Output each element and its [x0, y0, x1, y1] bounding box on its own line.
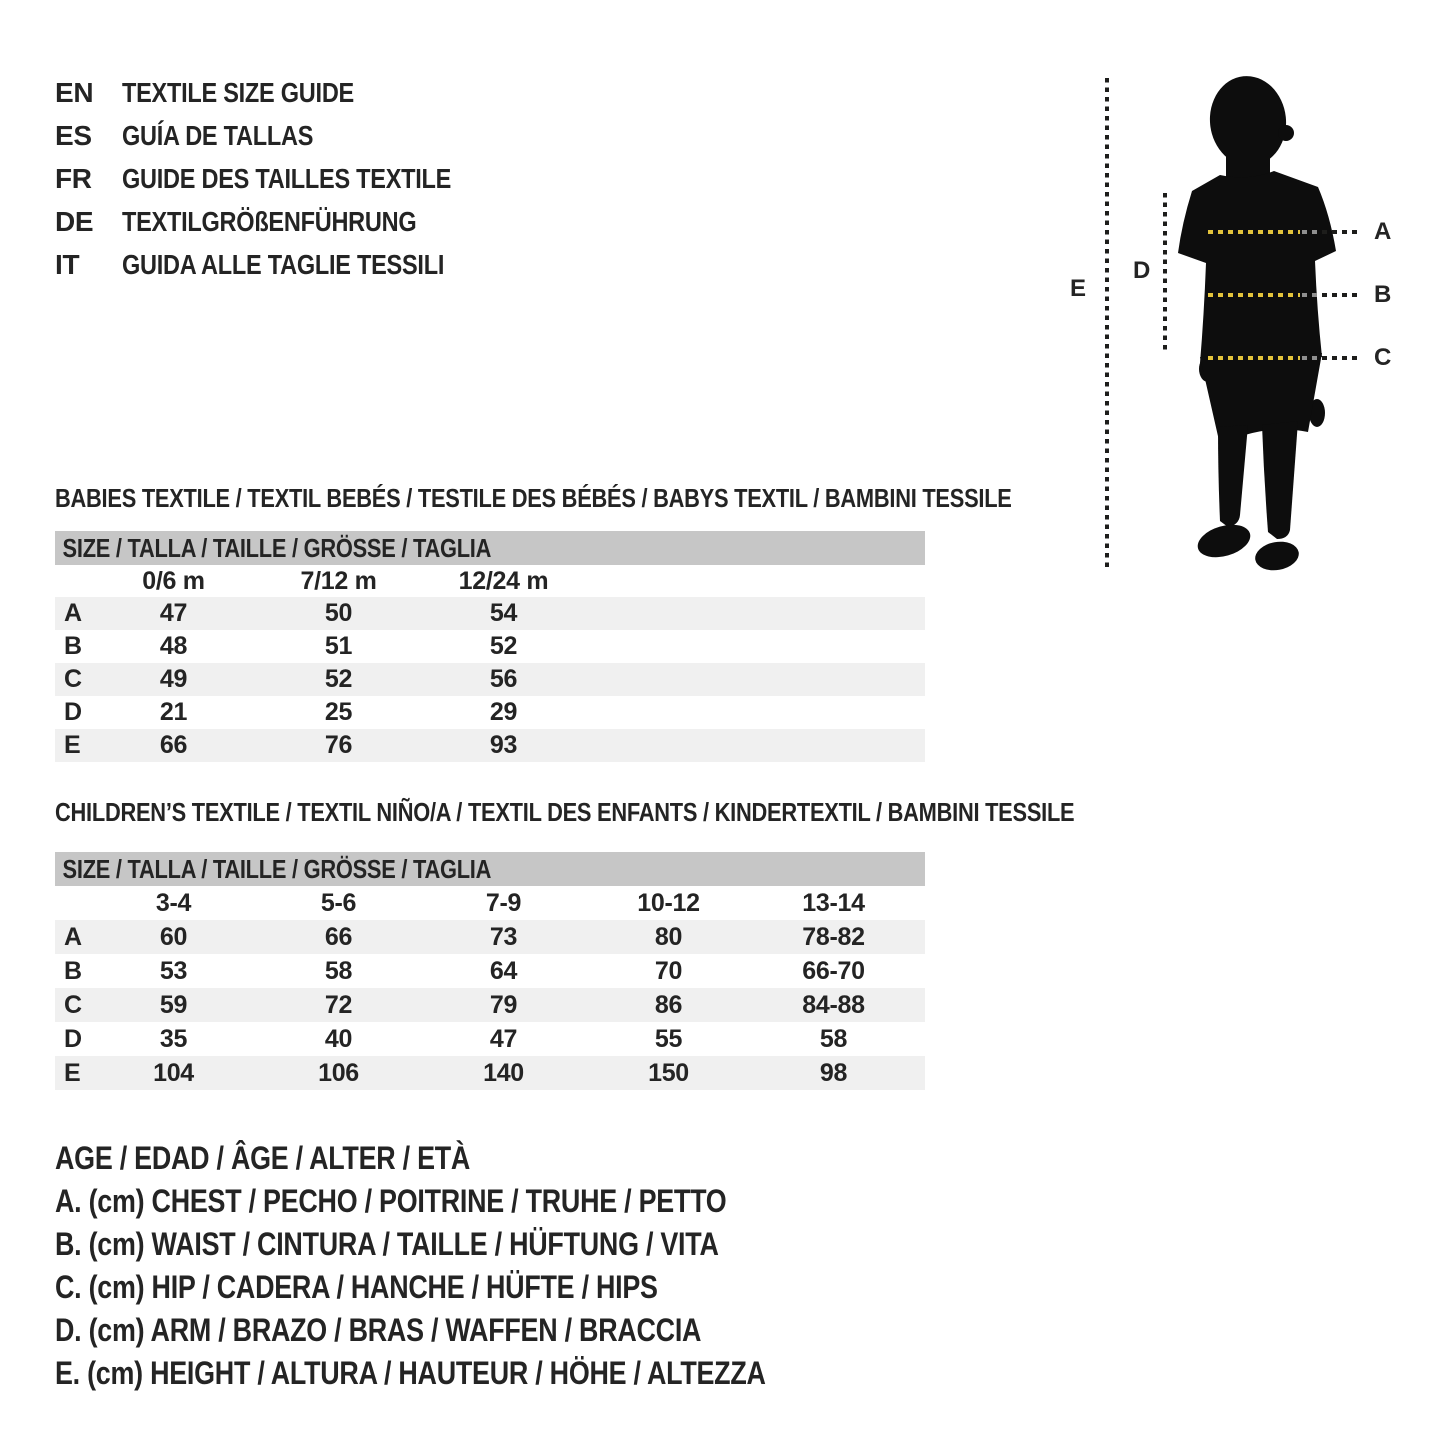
babies-section-heading: [55, 483, 1194, 514]
cell: 73: [489, 922, 518, 951]
size-header-text: SIZE / TALLA / TAILLE / GRÖSSE / TAGLIA: [62, 853, 492, 884]
cell: 51: [324, 632, 353, 660]
figure-label-b: B: [1374, 281, 1392, 308]
legend-age: [55, 1137, 901, 1180]
legend-waist: [55, 1223, 901, 1266]
waist-line-fade: [1302, 293, 1322, 297]
children-size-header-bar: [55, 852, 925, 886]
column-header: 10-12: [637, 888, 700, 917]
row-label: E: [64, 731, 81, 759]
cell: 93: [489, 731, 518, 759]
guide-title-it: GUIDA ALLE TAGLIE TESSILI: [122, 248, 445, 280]
babies-column-header-row: [55, 565, 925, 597]
cell: 59: [159, 990, 188, 1019]
figure-label-a: A: [1374, 218, 1392, 245]
hip-line-fade: [1302, 356, 1322, 360]
children-heading-text: CHILDREN’S TEXTILE / TEXTIL NIÑO/A / TEXTIL DES ENFANTS / KINDERTEXTIL / BAMBINI TESSILE: [55, 797, 1075, 827]
row-label: E: [64, 1058, 81, 1087]
cell: 64: [489, 956, 518, 985]
lang-code: EN: [55, 76, 94, 108]
babies-size-table: [55, 531, 925, 762]
children-size-table: [55, 852, 925, 1090]
lang-row-it: [55, 243, 514, 286]
legend-hip: [55, 1266, 901, 1309]
cell: 50: [324, 599, 353, 627]
cell: 150: [648, 1058, 689, 1087]
cell: 60: [159, 922, 188, 951]
children-section-heading: [55, 797, 1269, 828]
column-header: 0/6 m: [142, 566, 205, 595]
lang-code: DE: [55, 205, 94, 237]
waist-line-leader: [1322, 293, 1362, 297]
column-header: 12/24 m: [458, 566, 549, 595]
cell: 53: [159, 956, 188, 985]
lang-row-es: [55, 114, 514, 157]
lang-code: FR: [55, 162, 92, 194]
figure-label-d: D: [1133, 257, 1151, 284]
legend-height: [55, 1352, 901, 1395]
legend-age-text: AGE / EDAD / ÂGE / ALTER / ETÀ: [55, 1140, 471, 1176]
row-label: D: [64, 698, 82, 726]
chest-measure-line-a: [1208, 230, 1300, 234]
cell: 80: [654, 922, 683, 951]
row-label: C: [64, 990, 82, 1019]
cell: 84-88: [802, 990, 865, 1019]
cell: 25: [324, 698, 353, 726]
table-row: [55, 1056, 925, 1090]
column-header: 5-6: [320, 888, 357, 917]
cell: 40: [324, 1024, 353, 1053]
row-label: D: [64, 1024, 82, 1053]
cell: 66-70: [802, 956, 865, 985]
lang-row-de: [55, 200, 514, 243]
legend-height-text: E. (cm) HEIGHT / ALTURA / HAUTEUR / HÖHE / ALTEZZA: [55, 1355, 766, 1391]
row-label: C: [64, 665, 82, 693]
row-label: A: [64, 599, 82, 627]
table-row: [55, 988, 925, 1022]
table-row: [55, 597, 925, 630]
cell: 66: [159, 731, 188, 759]
cell: 104: [153, 1058, 194, 1087]
table-row: [55, 920, 925, 954]
table-row: [55, 1022, 925, 1056]
lang-row-en: [55, 71, 514, 114]
legend-arm-text: D. (cm) ARM / BRAZO / BRAS / WAFFEN / BRACCIA: [55, 1312, 702, 1348]
cell: 66: [324, 922, 353, 951]
language-title-list: [55, 71, 514, 286]
babies-heading-text: BABIES TEXTILE / TEXTIL BEBÉS / TESTILE DES BÉBÉS / BABYS TEXTIL / BAMBINI TESSILE: [55, 483, 1012, 513]
hip-measure-line-c: [1208, 356, 1300, 360]
guide-title-fr: GUIDE DES TAILLES TEXTILE: [122, 162, 452, 194]
arm-measure-line-d: [1163, 193, 1167, 350]
cell: 58: [819, 1024, 848, 1053]
column-header: 7-9: [485, 888, 522, 917]
table-row: [55, 729, 925, 762]
figure-label-e: E: [1070, 275, 1086, 302]
table-row: [55, 630, 925, 663]
cell: 98: [819, 1058, 848, 1087]
table-row: [55, 696, 925, 729]
legend-hip-text: C. (cm) HIP / CADERA / HANCHE / HÜFTE / HIPS: [55, 1269, 658, 1305]
lang-code: IT: [55, 248, 80, 280]
measurement-legend: [55, 1137, 901, 1395]
babies-size-header-bar: [55, 531, 925, 565]
row-label: A: [64, 922, 82, 951]
cell: 49: [159, 665, 188, 693]
cell: 47: [159, 599, 188, 627]
cell: 52: [324, 665, 353, 693]
cell: 29: [489, 698, 518, 726]
column-header: 3-4: [155, 888, 192, 917]
cell: 52: [489, 632, 518, 660]
figure-label-c: C: [1374, 344, 1392, 371]
table-row: [55, 663, 925, 696]
table-row: [55, 954, 925, 988]
cell: 48: [159, 632, 188, 660]
cell: 72: [324, 990, 353, 1019]
guide-title-es: GUÍA DE TALLAS: [122, 119, 314, 151]
row-label: B: [64, 632, 82, 660]
children-column-header-row: [55, 886, 925, 920]
cell: 55: [654, 1024, 683, 1053]
cell: 78-82: [802, 922, 865, 951]
legend-chest: [55, 1180, 901, 1223]
cell: 106: [318, 1058, 359, 1087]
waist-measure-line-b: [1208, 293, 1300, 297]
column-header: 13-14: [802, 888, 865, 917]
lang-code: ES: [55, 119, 92, 151]
cell: 47: [489, 1024, 518, 1053]
cell: 140: [483, 1058, 524, 1087]
cell: 35: [159, 1024, 188, 1053]
guide-title-de: TEXTILGRÖßENFÜHRUNG: [122, 205, 417, 237]
guide-title-en: TEXTILE SIZE GUIDE: [122, 76, 354, 108]
cell: 70: [654, 956, 683, 985]
size-header-text: SIZE / TALLA / TAILLE / GRÖSSE / TAGLIA: [62, 532, 492, 563]
chest-line-leader: [1322, 230, 1362, 234]
cell: 58: [324, 956, 353, 985]
cell: 54: [489, 599, 518, 627]
column-header: 7/12 m: [300, 566, 377, 595]
legend-arm: [55, 1309, 901, 1352]
cell: 56: [489, 665, 518, 693]
lang-row-fr: [55, 157, 514, 200]
cell: 21: [159, 698, 188, 726]
hip-line-leader: [1322, 356, 1362, 360]
row-label: B: [64, 956, 82, 985]
cell: 79: [489, 990, 518, 1019]
cell: 76: [324, 731, 353, 759]
legend-chest-text: A. (cm) CHEST / PECHO / POITRINE / TRUHE / PETTO: [55, 1183, 727, 1219]
legend-waist-text: B. (cm) WAIST / CINTURA / TAILLE / HÜFTUNG / VITA: [55, 1226, 719, 1262]
cell: 86: [654, 990, 683, 1019]
chest-line-fade: [1302, 230, 1322, 234]
